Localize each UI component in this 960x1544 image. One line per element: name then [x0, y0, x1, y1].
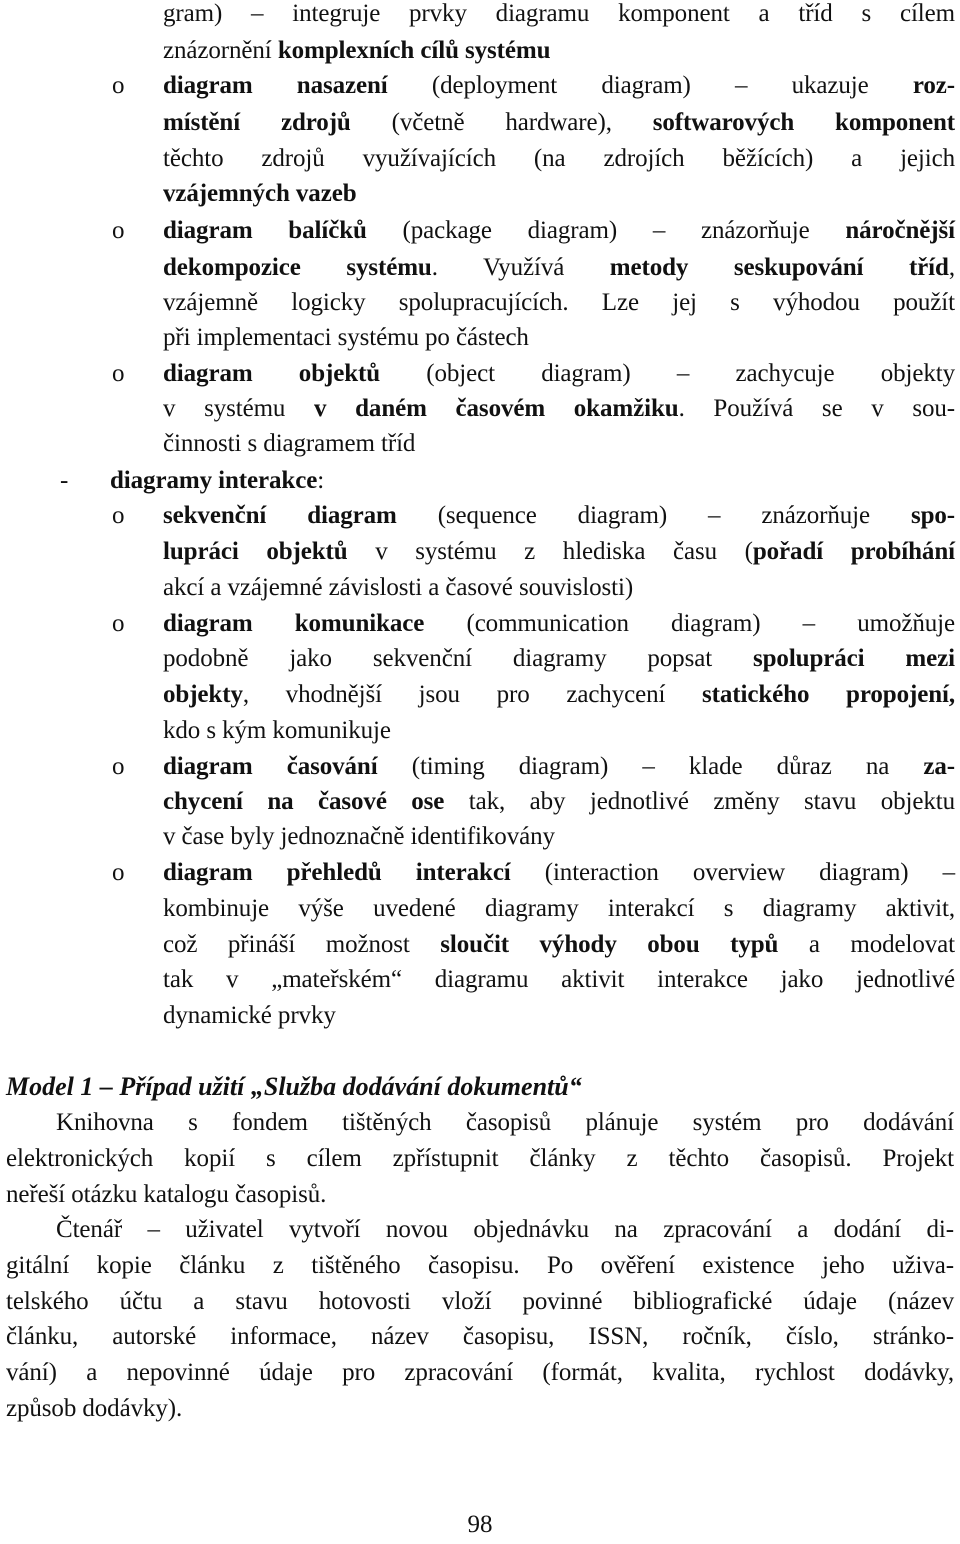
paragraph-line: elektronických kopií s cílem zpřístupnit články z těchto časopisů. Projekt	[6, 1145, 954, 1172]
text-line: kdo s kým komunikuje	[163, 717, 391, 744]
paragraph-line: vání) a nepovinné údaje pro zpracování (formát, kvalita, rychlost dodávky,	[6, 1359, 954, 1386]
text-line: lupráci objektů v systému z hlediska času (pořadí probíhání	[163, 538, 955, 565]
text-line: objekty, vhodnější jsou pro zachycení statického propojení,	[163, 681, 956, 708]
list-item-timing-diagram: diagram časování (timing diagram) – klade důraz na za-	[163, 753, 955, 780]
text-line: činnosti s diagramem tříd	[163, 430, 416, 457]
text-line: dekompozice systému. Využívá metody seskupování tříd,	[163, 254, 955, 281]
paragraph-line: gitální kopie článku z tištěného časopisu. Po ověření existence jeho uživa-	[6, 1252, 954, 1279]
bullet-marker: o	[112, 502, 125, 529]
text-line: gram) – integruje prvky diagramu komponent a tříd s cílem	[163, 0, 955, 27]
text-line: kombinuje výše uvedené diagramy interakcí s diagramy aktivit,	[163, 895, 955, 922]
text-line: vzájemně logicky spolupracujících. Lze jej s výhodou použít	[163, 289, 955, 316]
bullet-marker: o	[112, 610, 125, 637]
text-line: místění zdrojů (včetně hardware), softwarových komponent	[163, 109, 955, 136]
bullet-marker: o	[112, 859, 125, 886]
paragraph-line: Čtenář – uživatel vytvoří novou objednávku na zpracování a dodání di-	[56, 1216, 954, 1243]
list-item-interaction-overview-diagram: diagram přehledů interakcí (interaction overview diagram) –	[163, 859, 955, 886]
dash-marker: -	[60, 467, 69, 494]
text-line: znázornění komplexních cílů systému	[163, 37, 551, 64]
text-line: což přináší možnost sloučit výhody obou typů a modelovat	[163, 931, 956, 958]
paragraph-line: neřeší otázku katalogu časopisů.	[6, 1181, 327, 1208]
bullet-marker: o	[112, 217, 125, 244]
list-item-package-diagram: diagram balíčků (package diagram) – znázorňuje náročnější	[163, 217, 955, 244]
list-item-communication-diagram: diagram komunikace (communication diagram) – umožňuje	[163, 610, 955, 637]
text-line: tak v „mateřském“ diagramu aktivit interakce jako jednotlivé	[163, 966, 955, 993]
bullet-marker: o	[112, 360, 125, 387]
text-line: dynamické prvky	[163, 1002, 336, 1029]
text-line: při implementaci systému po částech	[163, 324, 529, 351]
text-line: akcí a vzájemné závislosti a časové souvislosti)	[163, 574, 634, 601]
paragraph-line: Knihovna s fondem tištěných časopisů plánuje systém pro dodávání	[56, 1109, 954, 1136]
list-item-object-diagram: diagram objektů (object diagram) – zachycuje objekty	[163, 360, 955, 387]
text-line: v systému v daném časovém okamžiku. Používá se v sou-	[163, 395, 955, 422]
text-line: chycení na časové ose tak, aby jednotlivé změny stavu objektu	[163, 788, 956, 815]
page-number: 98	[467, 1511, 493, 1538]
list-item-deployment-diagram: diagram nasazení (deployment diagram) – ukazuje roz-	[163, 72, 955, 99]
bullet-marker: o	[112, 72, 125, 99]
text-line: podobně jako sekvenční diagramy popsat spolupráci mezi	[163, 645, 955, 672]
text-line: těchto zdrojů využívajících (na zdrojích běžících) a jejich	[163, 145, 955, 172]
paragraph-line: způsob dodávky).	[6, 1395, 183, 1422]
interaction-diagrams-heading: diagramy interakce:	[110, 467, 325, 494]
model-heading: Model 1 – Případ užití „Služba dodávání dokumentů“	[6, 1072, 582, 1101]
text-line: v čase byly jednoznačně identifikovány	[163, 823, 555, 850]
text-line: vzájemných vazeb	[163, 180, 357, 207]
paragraph-line: telského účtu a stavu hotovosti vloží povinné bibliografické údaje (název	[6, 1288, 954, 1315]
bullet-marker: o	[112, 753, 125, 780]
list-item-sequence-diagram: sekvenční diagram (sequence diagram) – znázorňuje spo-	[163, 502, 956, 529]
paragraph-line: článku, autorské informace, název časopisu, ISSN, ročník, číslo, stránko-	[6, 1323, 954, 1350]
